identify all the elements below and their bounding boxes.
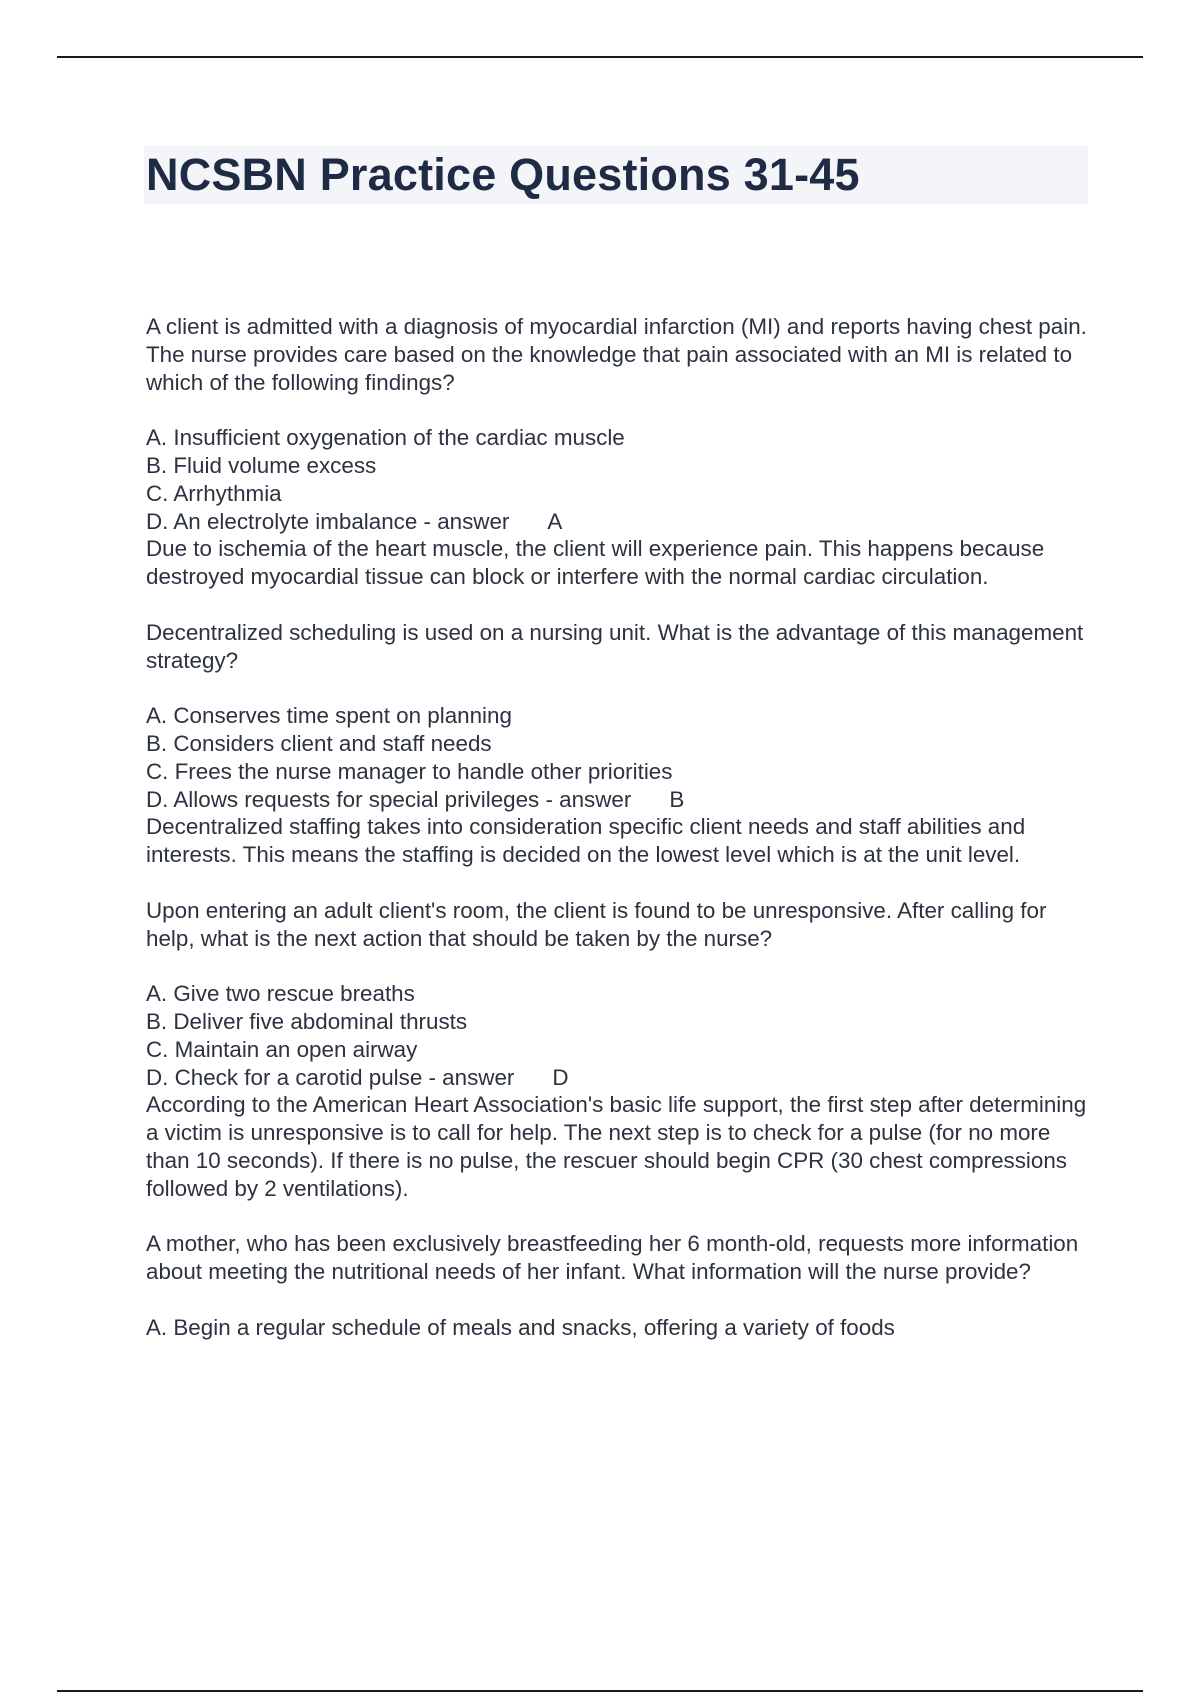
options-list xyxy=(146,1314,1096,1342)
question-list xyxy=(146,313,1096,1369)
answer-key: B xyxy=(669,786,685,812)
option-item: B. Fluid volume excess xyxy=(146,452,377,478)
answer-key: A xyxy=(547,508,563,534)
question-block xyxy=(146,1230,1096,1341)
option-item: A. Insufficient oxygenation of the cardiac muscle xyxy=(146,425,625,451)
question-stem: Decentralized scheduling is used on a nursing unit. What is the advantage of this management strategy? xyxy=(146,619,1084,673)
question-block xyxy=(146,897,1096,1203)
option-item: C. Frees the nurse manager to handle other priorities xyxy=(146,758,673,784)
option-item: C. Arrhythmia xyxy=(146,480,282,506)
options-list xyxy=(146,424,1096,591)
option-answer-line xyxy=(146,508,1096,536)
option-answer-line xyxy=(146,1064,1096,1092)
option-item: A. Give two rescue breaths xyxy=(146,981,415,1007)
question-block xyxy=(146,313,1096,591)
option-answer-line xyxy=(146,786,1096,814)
top-divider xyxy=(57,56,1143,58)
option-item: B. Considers client and staff needs xyxy=(146,730,492,756)
question-stem: A client is admitted with a diagnosis of myocardial infarction (MI) and reports having chest pain. The nurse provides care based on the knowledge that pain associated with an MI is related to which of the following findings? xyxy=(146,314,1087,395)
option-item: A. Conserves time spent on planning xyxy=(146,703,512,729)
bottom-divider xyxy=(57,1690,1143,1692)
question-block xyxy=(146,619,1096,869)
options-list xyxy=(146,980,1096,1202)
options-list xyxy=(146,702,1096,869)
option-item: C. Maintain an open airway xyxy=(146,1036,418,1062)
rationale: According to the American Heart Association's basic life support, the first step after determining a victim is unresponsive is to call for help. The next step is to check for a pulse (for no more than 10 seconds). If there is no pulse, the rescuer should begin CPR (30 chest compressions followed by 2 ventilations). xyxy=(146,1092,1087,1201)
question-stem: A mother, who has been exclusively breastfeeding her 6 month-old, requests more information about meeting the nutritional needs of her infant. What information will the nurse provide? xyxy=(146,1231,1079,1285)
page-title: NCSBN Practice Questions 31-45 xyxy=(146,149,860,200)
rationale: Due to ischemia of the heart muscle, the client will experience pain. This happens because destroyed myocardial tissue can block or interfere with the normal cardiac circulation. xyxy=(146,536,1045,590)
rationale: Decentralized staffing takes into consideration specific client needs and staff abilities and interests. This means the staffing is decided on the lowest level which is at the unit level. xyxy=(146,814,1026,868)
option-item: A. Begin a regular schedule of meals and snacks, offering a variety of foods xyxy=(146,1314,895,1340)
option-item: D. Check for a carotid pulse - answer xyxy=(146,1064,515,1090)
option-item: D. An electrolyte imbalance - answer xyxy=(146,508,510,534)
option-item: D. Allows requests for special privileges - answer xyxy=(146,786,632,812)
option-item: B. Deliver five abdominal thrusts xyxy=(146,1008,468,1034)
answer-key: D xyxy=(552,1064,569,1090)
question-stem: Upon entering an adult client's room, the client is found to be unresponsive. After calling for help, what is the next action that should be taken by the nurse? xyxy=(146,897,1047,951)
